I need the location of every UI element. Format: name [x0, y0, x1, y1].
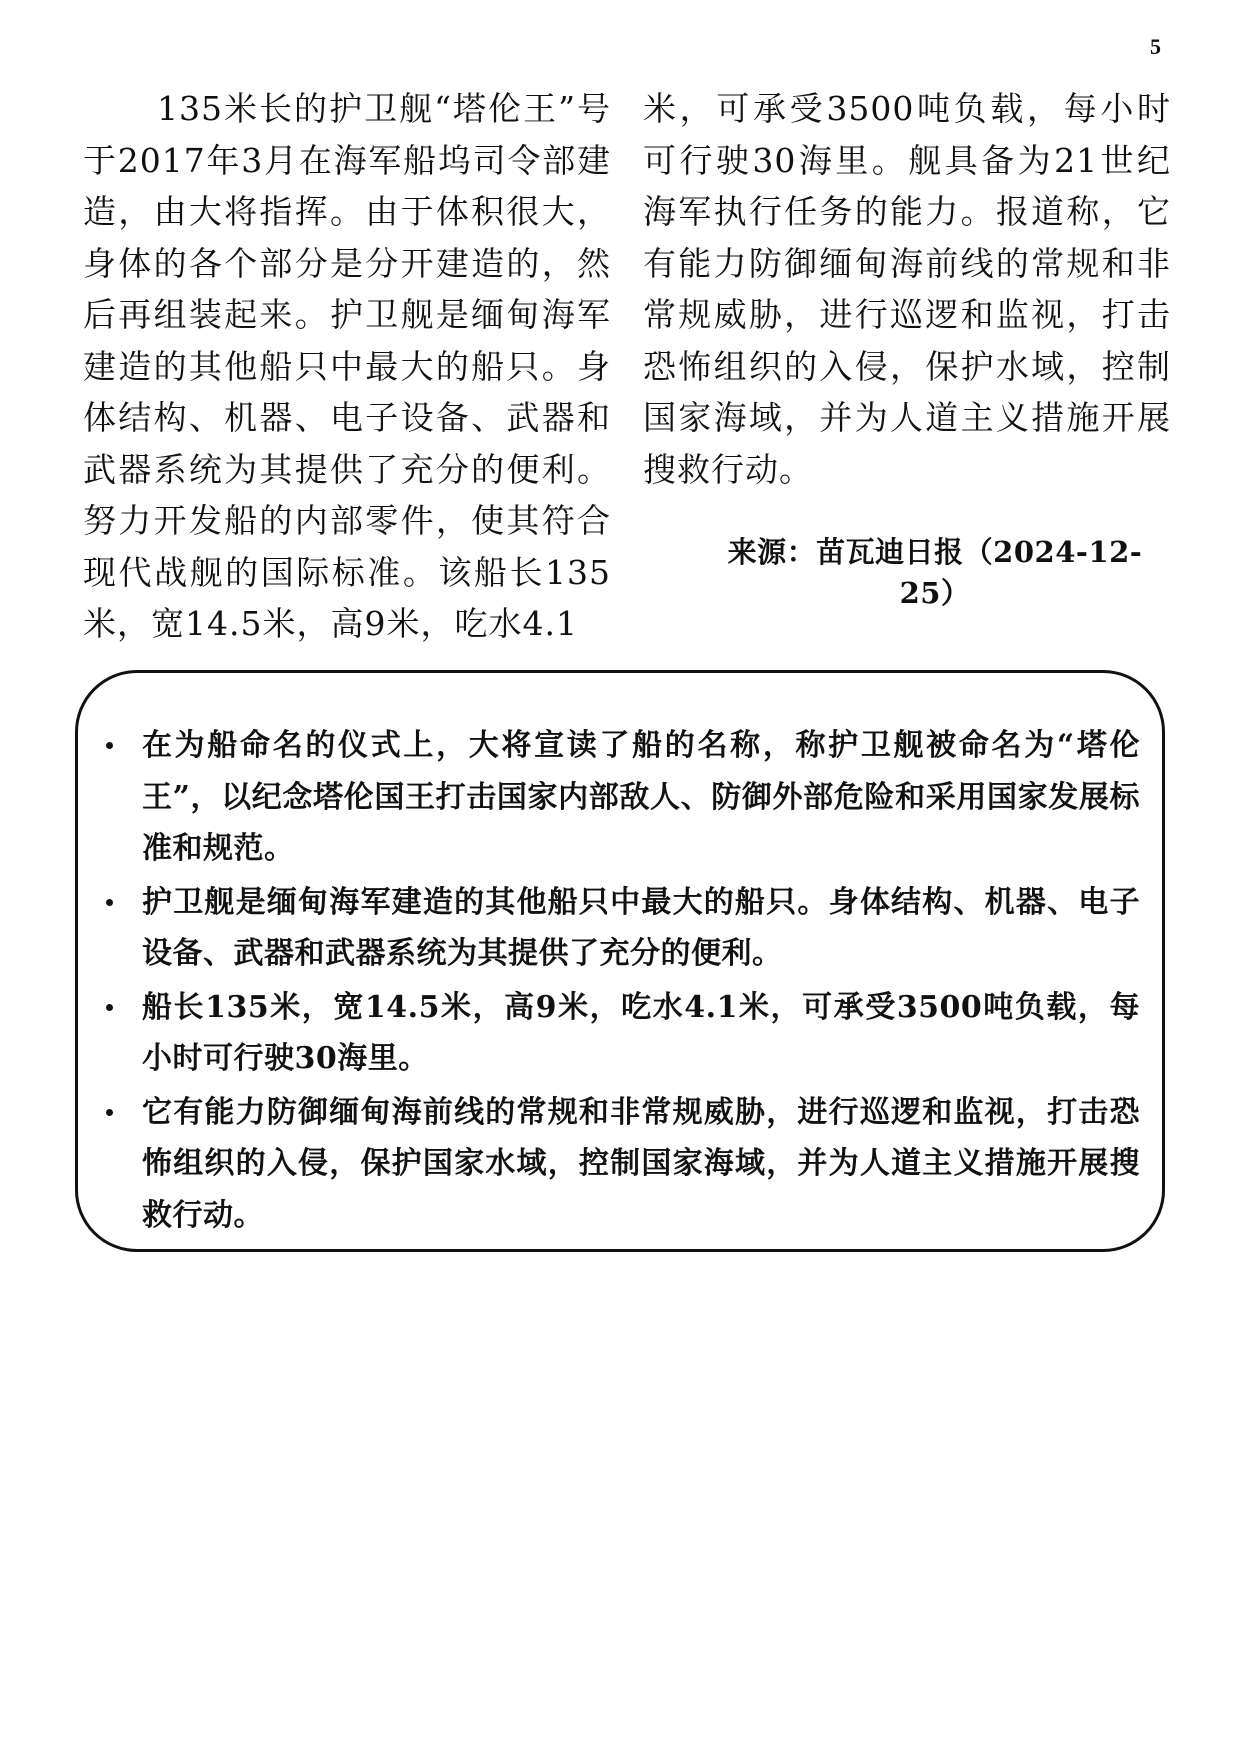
bullet-icon	[106, 899, 113, 906]
article-paragraph-right: 米，可承受3500吨负载，每小时可行驶30海里。舰具备为21世纪海军执行任务的能力。报道称，它有能力防御缅甸海前线的常规和非常规威胁，进行巡逻和监视，打击恐怖组织的入侵，保护水域，控制国家海域，并为人道主义措施开展搜救行动。	[643, 89, 1171, 489]
article-left-column	[83, 83, 611, 650]
summary-item	[100, 1087, 1140, 1242]
page-number: 5	[1150, 34, 1161, 59]
article-source: 来源：苗瓦迪日报（2024-12-25）	[727, 535, 1143, 610]
summary-item-text: 船长135米，宽14.5米，高9米，吃水4.1米，可承受3500吨负载，每小时可行驶30海里。	[142, 989, 1140, 1076]
summary-list	[100, 720, 1140, 1243]
article-paragraph-left: 135米长的护卫舰“塔伦王”号于2017年3月在海军船坞司令部建造，由大将指挥。由于体积很大，身体的各个部分是分开建造的，然后再组装起来。护卫舰是缅甸海军建造的其他船只中最大的船只。身体结构、机器、电子设备、武器和武器系统为其提供了充分的便利。努力开发船的内部零件，使其符合现代战舰的国际标准。该船长135米，宽14.5米，高9米，吃水4.1	[83, 89, 611, 643]
summary-item	[100, 877, 1140, 980]
summary-item	[100, 982, 1140, 1085]
bullet-icon	[106, 1109, 113, 1116]
bullet-icon	[106, 742, 113, 749]
bullet-icon	[106, 1004, 113, 1011]
summary-item-text: 护卫舰是缅甸海军建造的其他船只中最大的船只。身体结构、机器、电子设备、武器和武器系统为其提供了充分的便利。	[142, 884, 1140, 971]
article-right-column	[643, 83, 1171, 495]
summary-item-text: 在为船命名的仪式上，大将宣读了船的名称，称护卫舰被命名为“塔伦王”，以纪念塔伦国王打击国家内部敌人、防御外部危险和采用国家发展标准和规范。	[142, 728, 1140, 866]
summary-item-text: 它有能力防御缅甸海前线的常规和非常规威胁，进行巡逻和监视，打击恐怖组织的入侵，保护国家水域，控制国家海域，并为人道主义措施开展搜救行动。	[142, 1094, 1140, 1233]
summary-item	[100, 720, 1140, 875]
